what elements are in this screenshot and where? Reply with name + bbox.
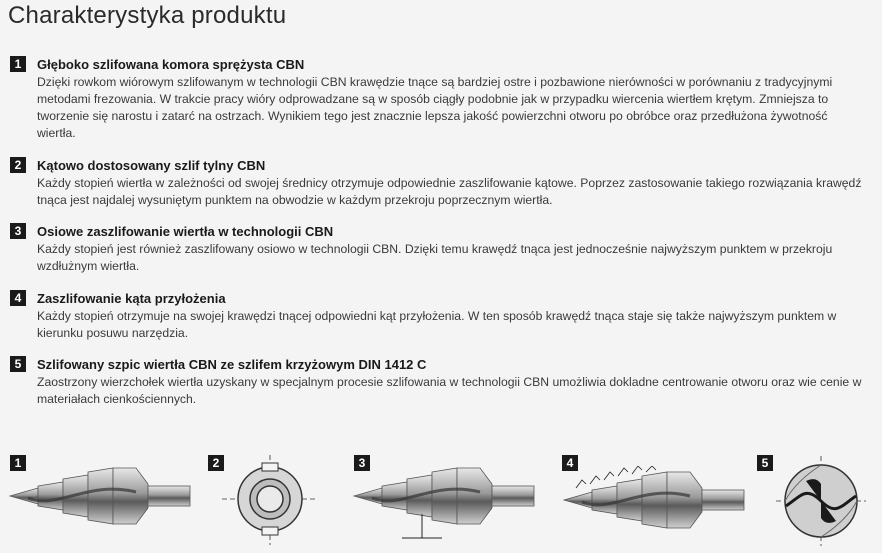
drill-point-icon	[776, 456, 866, 546]
illustration-badge-2: 2	[208, 455, 224, 471]
illustration-badge-3: 3	[354, 455, 370, 471]
feature-title: Osiowe zaszlifowanie wiertła w technologii CBN	[37, 224, 334, 239]
step-drill-axial-icon	[352, 462, 542, 542]
feature-description: Każdy stopień jest również zaszlifowany osiowo w technologii CBN. Dzięki temu krawędź tnąca jest jednocześnie najwyższym punktem w przekroju wzdłużnym wiertła.	[37, 242, 833, 273]
feature-description: Zaostrzony wierzchołek wiertła uzyskany w specjalnym procesie szlifowania w technologii CBN umożliwia dokladne centrowanie otworu oraz wie cenie w materiałach cienkościennych.	[37, 375, 862, 406]
feature-number-badge: 2	[10, 157, 26, 173]
feature-description: Dzięki rowkom wiórowym szlifowanym w technologii CBN krawędzie tnące są bardziej ostre i pozbawione nierówności w porównaniu z tradycyjnymi metodami frezowania. W trakcie pracy wióry odprowadzane są w sposób ciągły podobnie jak w przypadku wiercenia wiertłem krętym. Zmniejsza to tworzenie się narostu i zatarć na ostrzach. Wynikiem tego jest znacznie lepsza jakość powierzchni otworu po obróbce oraz przedłużona żywotność wiertła.	[37, 75, 833, 140]
feature-title: Zaszlifowanie kąta przyłożenia	[37, 291, 226, 306]
feature-number-badge: 4	[10, 290, 26, 306]
feature-title: Szlifowany szpic wiertła CBN ze szlifem krzyżowym DIN 1412 C	[37, 357, 427, 372]
feature-title: Kątowo dostosowany szlif tylny CBN	[37, 158, 266, 173]
illustration-badge-1: 1	[10, 455, 26, 471]
drill-cross-section-icon	[222, 455, 318, 545]
step-drill-icon	[8, 462, 198, 532]
illustration-badge-4: 4	[562, 455, 578, 471]
feature-title: Głęboko szlifowana komora sprężysta CBN	[37, 57, 305, 72]
feature-description: Każdy stopień wiertła w zależności od swojej średnicy otrzymuje odpowiednie zaszlifowanie kątowe. Poprzez zastosowanie takiego rozwiązania krawędź tnąca jest najdalej wysuniętym punktem na obwodzie w każdym przekroju poprzecznym wiertła.	[37, 176, 862, 207]
feature-number-badge: 1	[10, 56, 26, 72]
illustration-badge-5: 5	[757, 455, 773, 471]
feature-number-badge: 3	[10, 223, 26, 239]
page-title: Charakterystyka produktu	[8, 2, 287, 29]
feature-number-badge: 5	[10, 356, 26, 372]
step-drill-clearance-icon	[562, 466, 752, 536]
feature-description: Każdy stopień otrzymuje na swojej krawędzi tnącej odpowiedni kąt przyłożenia. W ten sposób krawędź tnąca staje się także najwyższym punktem w kierunku posuwu narzędzia.	[37, 309, 837, 340]
